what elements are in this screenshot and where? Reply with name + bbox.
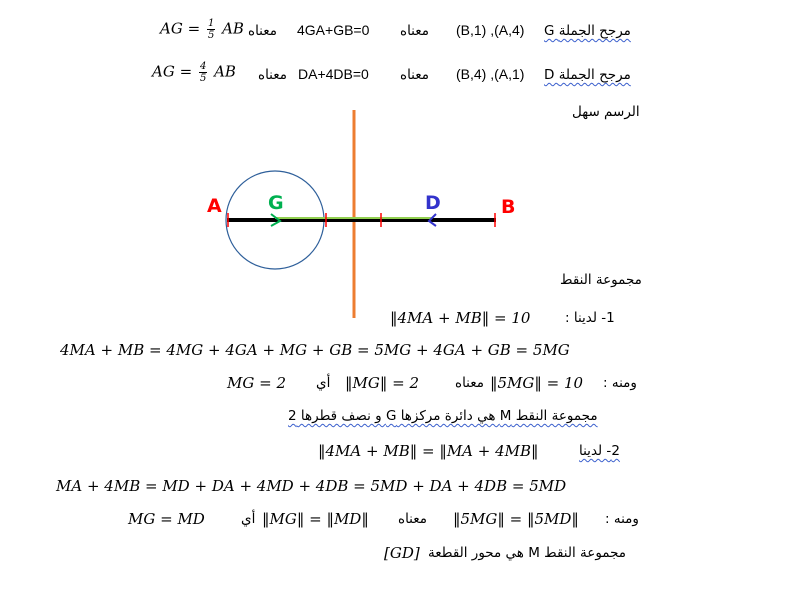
part1-expansion: 4MA + MB = 4MG + 4GA + MG + GB = 5MG + 4GA + GB = 5MG xyxy=(60,341,570,359)
part2-hence-label: ومنه : xyxy=(605,511,639,527)
part2-conclusion: مجموعة النقط M هي محور القطعة xyxy=(428,545,627,561)
line2-word1: معناه xyxy=(258,67,288,83)
part2-means: معناه xyxy=(398,511,428,527)
line2-label: D مرجح الجملة xyxy=(544,67,631,83)
part1-given-label: 1- لدينا : xyxy=(565,310,615,326)
part1-means-math: ‖MG‖ = 2 xyxy=(345,374,419,392)
line1-math-right: AB xyxy=(222,19,244,38)
line1-word1: معناه xyxy=(248,23,278,39)
line1-frac-den: 5 xyxy=(207,30,215,41)
line2-word2: معناه xyxy=(400,67,430,83)
line2-frac-den: 5 xyxy=(199,73,207,84)
part2-given-label: 2- لدينا xyxy=(579,443,620,459)
part2-ie-math: MG = MD xyxy=(128,510,205,528)
line1-word2: معناه xyxy=(400,23,430,39)
line2-equation: DA+4DB=0 xyxy=(298,66,369,82)
line1-barycenter-system: (B,1) ,(A,4) xyxy=(456,22,525,38)
line2-frac-num: 4 xyxy=(199,61,207,72)
label-b: B xyxy=(501,196,516,218)
part1-ie-math: MG = 2 xyxy=(227,374,286,392)
line2-math-right: AB xyxy=(214,62,236,81)
line1-math-left: AG = xyxy=(160,19,201,38)
part2-conclusion-math: [GD] xyxy=(384,544,420,562)
part2-given-math: ‖4MA + MB‖ = ‖MA + 4MB‖ xyxy=(318,442,539,460)
line1-equation: 4GA+GB=0 xyxy=(297,22,370,38)
drawing-note: الرسم سهل xyxy=(572,104,640,120)
line1-frac-num: 1 xyxy=(207,18,215,29)
part1-hence-math: ‖5MG‖ = 10 xyxy=(490,374,584,392)
part1-means: معناه xyxy=(455,375,485,391)
line1-label: G مرجح الجملة xyxy=(544,23,631,39)
part2-means-math: ‖MG‖ = ‖MD‖ xyxy=(262,510,369,528)
line2-barycenter-system: (B,4) ,(A,1) xyxy=(456,66,525,82)
line2-math-left: AG = xyxy=(152,62,193,81)
part2-ie: أي xyxy=(241,511,256,527)
part2-hence-math: ‖5MG‖ = ‖5MD‖ xyxy=(453,510,579,528)
label-d: D xyxy=(425,192,441,214)
part1-hence-label: ومنه : xyxy=(603,375,637,391)
label-g: G xyxy=(268,192,284,214)
part1-conclusion: مجموعة النقط M هي دائرة مركزها G و نصف قطرها 2 xyxy=(288,408,598,424)
set-title: مجموعة النقط xyxy=(560,272,642,288)
part1-ie: أي xyxy=(316,375,331,391)
part1-given-math: ‖4MA + MB‖ = 10 xyxy=(390,309,531,327)
label-a: A xyxy=(207,195,222,217)
part2-expansion: MA + 4MB = MD + DA + 4MD + 4DB = 5MD + DA + 4DB = 5MD xyxy=(56,477,567,495)
